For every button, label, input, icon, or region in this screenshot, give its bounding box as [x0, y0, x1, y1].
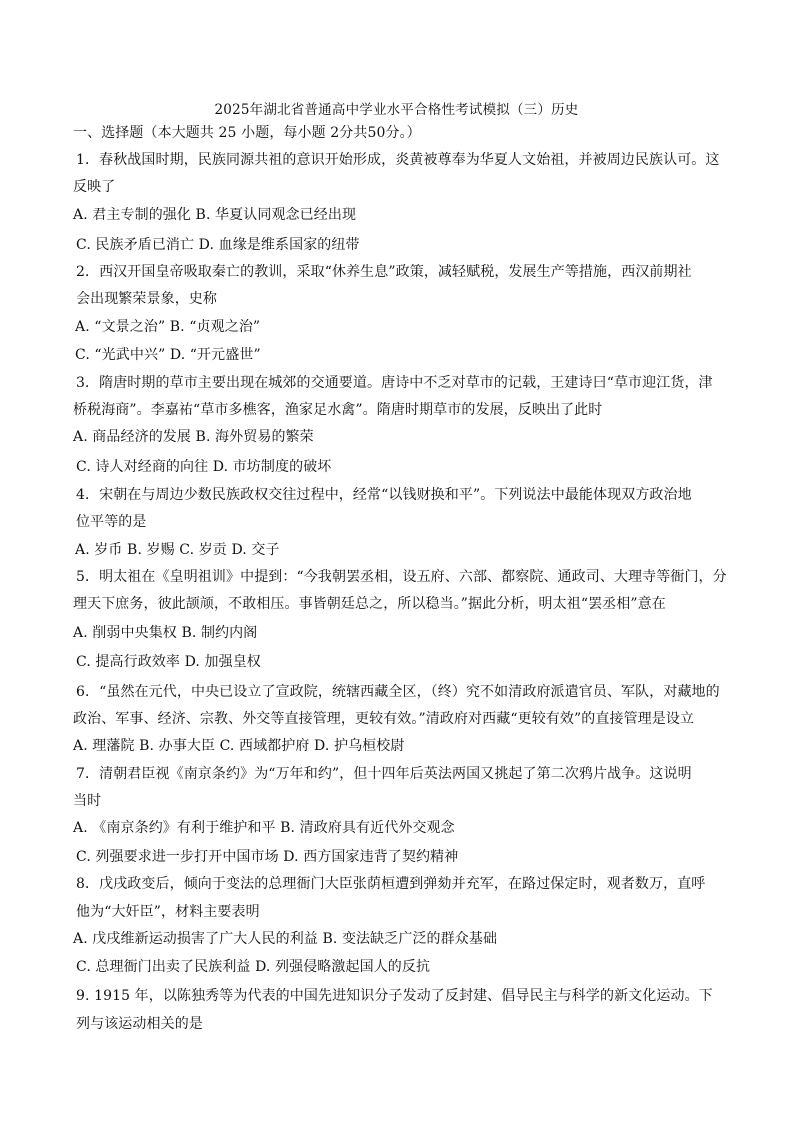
- question-5-option-line-1: A. 削弱中央集权 B. 制约内阁: [73, 625, 258, 641]
- question-4-stem-line-1: 4．宋朝在与周边少数民族政权交往过程中，经常“以钱财换和平”。下列说法中最能体现双方政治地: [76, 487, 692, 503]
- document-title: 2025年湖北省普通高中学业水平合格性考试模拟（三）历史: [214, 102, 579, 118]
- question-1-option-line-1: A. 君主专制的强化 B. 华夏认同观念已经出现: [73, 207, 357, 223]
- question-8-stem-line-2: 他为“大奸臣”，材料主要表明: [76, 904, 260, 920]
- question-2-stem-line-1: 2．西汉开国皇帝吸取秦亡的教训，采取“休养生息”政策，减轻赋税，发展生产等措施，西汉前期社: [76, 264, 692, 280]
- question-1-stem-line-2: 反映了: [73, 179, 116, 195]
- question-7-option-line-1: A. 《南京条约》有利于维护和平 B. 清政府具有近代外交观念: [73, 820, 455, 836]
- question-7-stem-line-2: 当时: [73, 793, 102, 809]
- question-3-option-line-1: A. 商品经济的发展 B. 海外贸易的繁荣: [73, 429, 314, 445]
- question-8-stem-line-1: 8．戊戌政变后，倾向于变法的总理衙门大臣张荫桓遭到弹劾并充军，在路过保定时，观者数万，直呼: [76, 876, 706, 892]
- question-4-option-line-1: A. 岁币 B. 岁赐 C. 岁贡 D. 交子: [75, 542, 280, 558]
- question-9-stem-line-1: 9. 1915 年，以陈独秀等为代表的中国先进知识分子发动了反封建、倡导民主与科学的新文化运动。下: [76, 988, 713, 1004]
- question-2-option-line-2: C. “光武中兴” D. “开元盛世”: [75, 347, 261, 363]
- question-7-stem-line-1: 7．清朝君臣视《南京条约》为“万年和约”，但十四年后英法两国又挑起了第二次鸦片战争。这说明: [76, 766, 692, 782]
- section-heading: 一、选择题（本大题共 25 小题，每小题 2分共50分。）: [73, 125, 421, 141]
- question-4-stem-line-2: 位平等的是: [76, 514, 147, 530]
- question-5-stem-line-2: 理天下庶务，彼此颉颃，不敢相压。事皆朝廷总之，所以稳当。”据此分析，明太祖“罢丞相”意在: [73, 596, 666, 612]
- question-6-stem-line-2: 政治、军事、经济、宗教、外交等直接管理，更较有效。”清政府对西藏“更较有效”的直接管理是设立: [73, 711, 695, 727]
- question-3-stem-line-2: 桥税海商”。李嘉祐“草市多樵客，渔家足水禽”。隋唐时期草市的发展，反映出了此时: [73, 402, 603, 418]
- question-6-option-line-1: A. 理藩院 B. 办事大臣 C. 西域都护府 D. 护乌桓校尉: [73, 738, 405, 754]
- question-9-stem-line-2: 列与该运动相关的是: [76, 1016, 203, 1032]
- question-1-option-line-2: C. 民族矛盾已消亡 D. 血缘是维系国家的纽带: [76, 237, 360, 253]
- question-3-stem-line-1: 3．隋唐时期的草市主要出现在城郊的交通要道。唐诗中不乏对草市的记载，王建诗曰“草市迎江货，津: [76, 375, 713, 391]
- question-6-stem-line-1: 6．“虽然在元代，中央已设立了宣政院，统辖西藏全区，（终）究不如清政府派遣官员、军队，对藏地的: [76, 684, 720, 700]
- question-8-option-line-1: A. 戊戌维新运动损害了广大人民的利益 B. 变法缺乏广泛的群众基础: [73, 931, 498, 947]
- question-7-option-line-2: C. 列强要求进一步打开中国市场 D. 西方国家违背了契约精神: [76, 849, 459, 865]
- question-5-stem-line-1: 5．明太祖在《皇明祖训》中提到：“今我朝罢丞相，设五府、六部、都察院、通政司、大理寺等衙门，分: [76, 569, 727, 585]
- question-3-option-line-2: C. 诗人对经商的向往 D. 市坊制度的破坏: [76, 459, 332, 475]
- question-2-stem-line-2: 会出现繁荣景象，史称: [76, 291, 217, 307]
- question-8-option-line-2: C. 总理衙门出卖了民族利益 D. 列强侵略激起国人的反抗: [76, 959, 431, 975]
- question-5-option-line-2: C. 提高行政效率 D. 加强皇权: [76, 654, 261, 670]
- question-2-option-line-1: A. “文景之治” B. “贞观之治”: [75, 319, 261, 335]
- question-1-stem-line-1: 1．春秋战国时期，民族同源共祖的意识开始形成，炎黄被尊奉为华夏人文始祖，并被周边民族认可。这: [76, 152, 720, 168]
